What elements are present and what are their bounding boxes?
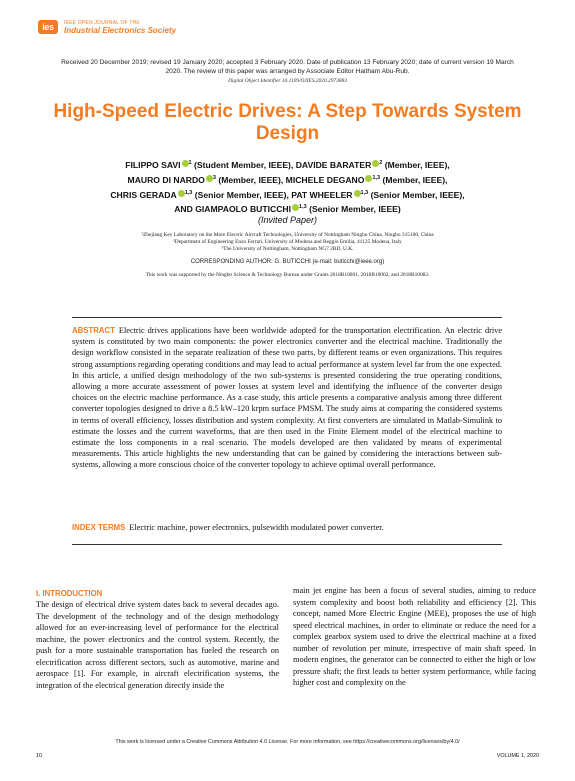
paper-title: High-Speed Electric Drives: A Step Towards System Design [53,101,522,144]
society-name [64,20,176,35]
body-column-right [293,585,536,689]
orcid-icon[interactable] [354,190,361,197]
invited-paper-label: (Invited Paper) [257,215,318,225]
affiliation: ³The University of Nottingham, Nottingham NG7 2RD, U.K. [221,246,354,252]
corresponding-author: CORRESPONDING AUTHOR: G. BUTICCHI (e-mail: buticchi@ieee.org) [190,259,385,265]
orcid-icon[interactable] [206,175,213,182]
society-big: Industrial Electronics Society [64,25,177,35]
journal-header [38,16,176,38]
index-terms-text: Electric machine, power electronics, pulsewidth modulated power converter. [129,523,384,532]
abstract-text: Electric drives applications have been worldwide adopted for the transportation electrification. An electric drive system is constituted by two main components: the power electronics converter and the electrical machine. Traditionally the design workflow consisted in the separate realization of these two parts, by different teams or even organizations. This requires strong assumptions regarding operating conditions and may lead to actual performance at system level far from the one expected. In this article, a unified design methodology of the two sub-systems is presented considering the true operating conditions, allowing a more accurate assessment of power losses at system level and identifying the influence of the converter design choices on the electric machine performance. As a case study, this article presents a comparative analysis among three different converter topologies designed to drive a 8.5 kW–120 krpm surface PMSM. The study aims at comparing the considered systems in terms of overall efficiency, losses distribution and system complexity. At first converters are simulated in Matlab-Simulink to estimate the losses and the current waveforms, that are then used in the Finite Element model of the electrical machine to estimate the loss components in a real scenario. The models developed are then validated by means of experimental measurements. This article highlights the new understanding that can be gained by considering the interactions between sub-systems, allowing a more conscious choice of the converter topology to achieve optimal overall performance. [72,326,502,470]
author: AND GIAMPAOLO BUTICCHI $^{1,3}$ (Senior Member, IEEE) [174,204,401,215]
author: PAT WHEELER $^{1,3}$ (Senior Member, IEEE), [291,189,465,200]
funding-note: This work was supported by the Ningbo Science & Technology Bureau under Grants 2018B10001, 2018B10002, and 2018B10082. [145,272,430,278]
body-text: The design of electrical drive system dates back to several decades ago. The development of the technology and of the design methodology allowed for an ever-increasing level of performance for the electrical machine, the power electronics and the control system. Recently, the push for a more sustainable transportation has fueled the research on electrification across different sectors, such as automotive, marine and aerospace [1]. For example, in aircraft electrification systems, the integration of the electrical generation directly inside the [36,600,279,690]
license-note: This work is licensed under a Creative Commons Attribution 4.0 License. For more information, see https://creativecommons.org/licenses/by/4.0/ [115,739,460,745]
divider-top [72,317,502,318]
journal-logo: ies [38,20,58,34]
body-text: main jet engine has been a focus of several studies, aiming to reduce system complexity and boost both reliability and efficiency [2]. This concept, named More Electric Engine (MEE), proposes the use of high speed electrical machines, in order to eliminate or reduce the need for a complex gearbox system used to drive the electrical machine at a fixed number of revolution per minute, irrespective of main shaft speed. In modern engines, the generator can be connected to either the high or low pressure shaft; the first leads to better system performance, while facing higher cost and complexity on the [293,586,536,687]
affiliations [60,232,515,253]
index-terms [72,523,502,532]
author: DAVIDE BARATER $^2$ (Member, IEEE), [295,159,450,170]
orcid-icon[interactable] [178,190,185,197]
body-column-left [36,589,279,691]
section-heading: I. INTRODUCTION [36,589,103,598]
orcid-icon[interactable] [292,204,299,211]
page-number: 10 [36,753,42,759]
received-dates: Received 20 December 2019; revised 19 January 2020; accepted 3 February 2020. Date of publication 13 February 2020; date of current version 19 March 2020. The review of this paper was arranged by Associate Editor Haitham Abu-Rub. [61,59,514,75]
author: CHRIS GERADA $^{1,3}$ (Senior Member, IEEE), [110,189,289,200]
society-small: IEEE OPEN JOURNAL OF THE [64,19,140,26]
affiliation: ²Department of Engineering Enzo Ferrari, University of Modena and Reggio Emilia, 41125 Modena, Italy [173,239,402,245]
orcid-icon[interactable] [182,160,189,167]
author: FILIPPO SAVI $^1$ (Student Member, IEEE), [125,159,294,170]
doi: Digital Object Identifier 10.1109/OJIES.2020.2973883 [228,78,347,84]
index-terms-label: INDEX TERMS [72,523,126,532]
author: MAURO DI NARDO $^3$ (Member, IEEE), [127,174,284,185]
affiliation: ¹Zhejiang Key Laboratory on the More Electric Aircraft Technologies, University of Nottingham Ningbo China, Ningbo 315100, China [141,232,434,238]
author: MICHELE DEGANO $^{1,3}$ (Member, IEEE), [285,174,448,185]
divider-bottom [72,544,502,545]
volume-info: VOLUME 1, 2020 [496,753,539,759]
abstract-label: ABSTRACT [72,326,115,335]
abstract [72,325,502,471]
author-list [60,157,515,216]
